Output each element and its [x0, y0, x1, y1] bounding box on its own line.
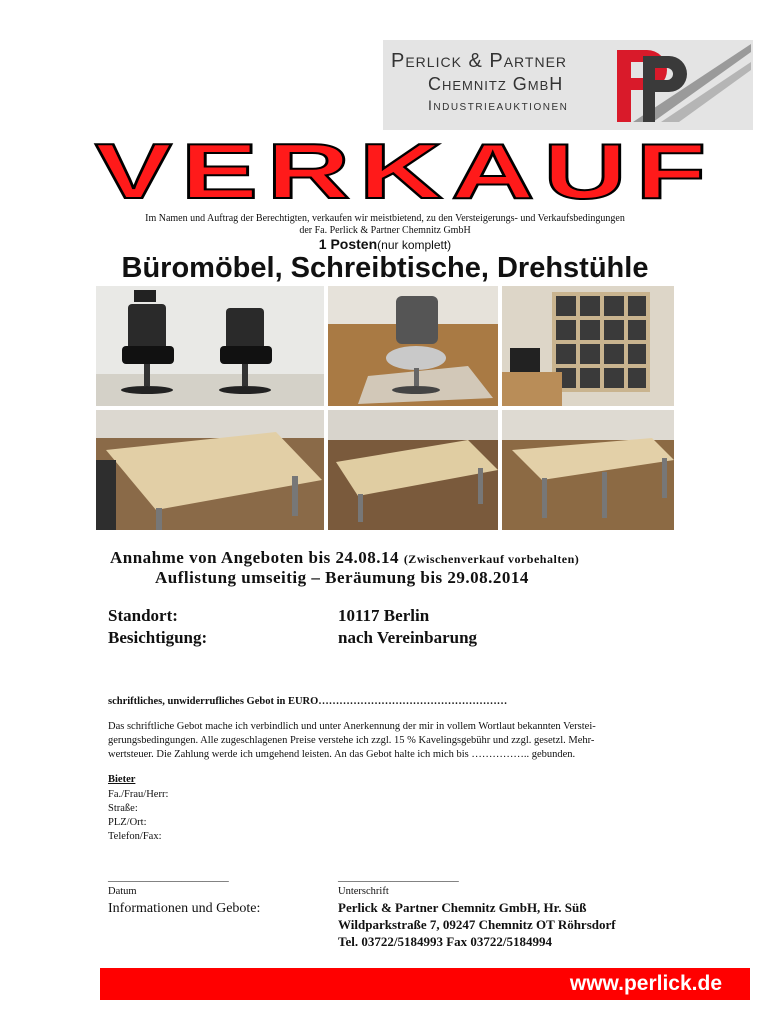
- bieter-street-field[interactable]: Straße:: [108, 803, 138, 814]
- terms-paragraph: [108, 720, 708, 762]
- desk-photo-2: [328, 410, 498, 530]
- shelf-photo: [502, 286, 674, 406]
- terms-line-1: Das schriftliche Gebot mache ich verbindlich und unter Anerkennung der mir in vollem Wortlaut bekannten Verstei-: [108, 721, 596, 732]
- contact-line-3: Tel. 03722/5184993 Fax 03722/5184994: [338, 934, 553, 949]
- contact-line-2: Wildparkstraße 7, 09247 Chemnitz OT Röhrsdorf: [338, 917, 616, 932]
- grey-chair-photo: [328, 286, 498, 406]
- verkauf-title: [85, 138, 725, 210]
- intro-line-1: Im Namen und Auftrag der Berechtigten, verkaufen wir meistbietend, zu den Versteigerungs- und Verkaufsbedingungen: [145, 213, 625, 224]
- bieter-name-field[interactable]: Fa./Frau/Herr:: [108, 789, 169, 800]
- terms-line-2: gerungsbedingungen. Alle zugeschlagenen Preise verstehe ich zzgl. 15 % Kavelingsgebühr und zzgl. gesetzl. Mehr-: [108, 735, 595, 746]
- logo-line-3: Industrieauktionen: [428, 97, 569, 113]
- intro-line-2: der Fa. Perlick & Partner Chemnitz GmbH: [299, 225, 471, 236]
- footer-bar: [100, 968, 750, 1000]
- bieter-city-field[interactable]: PLZ/Ort:: [108, 817, 147, 828]
- besichtigung-label: Besichtigung:: [108, 628, 208, 647]
- gebot-field[interactable]: schriftliches, unwiderrufliches Gebot in EURO………………………………………………: [108, 696, 508, 707]
- datum-label: Datum: [108, 886, 137, 897]
- pp-logo-icon: [613, 42, 751, 128]
- logo-line-2: Chemnitz GmbH: [428, 74, 564, 94]
- terms-line-3: wertsteuer. Die Zahlung werde ich umgehend leisten. An das Gebot halte ich mich bis …………….. gebunden.: [108, 749, 576, 760]
- logo-line-1: Perlick & Partner: [391, 50, 568, 72]
- datum-line[interactable]: _______________________: [108, 872, 229, 883]
- office-chairs-photo: [96, 286, 324, 406]
- company-logo: [383, 40, 753, 130]
- besichtigung-value: nach Vereinbarung: [338, 628, 478, 647]
- verkauf-text: VERKAUF: [95, 138, 715, 210]
- posten-count: 1 Posten: [318, 236, 378, 252]
- bieter-phone-field[interactable]: Telefon/Fax:: [108, 831, 162, 842]
- desk-photo-3: [502, 410, 674, 530]
- annahme-note: (Zwischenverkauf vorbehalten): [403, 552, 580, 566]
- standort-label: Standort:: [108, 606, 178, 625]
- website-link[interactable]: www.perlick.de: [569, 972, 722, 995]
- desk-photo-1: [96, 410, 324, 530]
- contact-line-1: Perlick & Partner Chemnitz GmbH, Hr. Süß: [338, 900, 587, 915]
- unterschrift-line[interactable]: _______________________: [338, 872, 459, 883]
- contact-label: Informationen und Gebote:: [108, 901, 261, 916]
- standort-value: 10117 Berlin: [338, 606, 430, 625]
- unterschrift-label: Unterschrift: [338, 886, 389, 897]
- posten-note: (nur komplett): [377, 238, 452, 252]
- headline: Büromöbel, Schreibtische, Drehstühle: [121, 252, 649, 284]
- bieter-title: Bieter: [108, 774, 136, 785]
- annahme-line: [110, 548, 579, 568]
- auflistung-line: Auflistung umseitig – Beräumung bis 29.08.2014: [155, 568, 529, 587]
- annahme-main: Annahme von Angeboten bis 24.08.14: [110, 548, 400, 567]
